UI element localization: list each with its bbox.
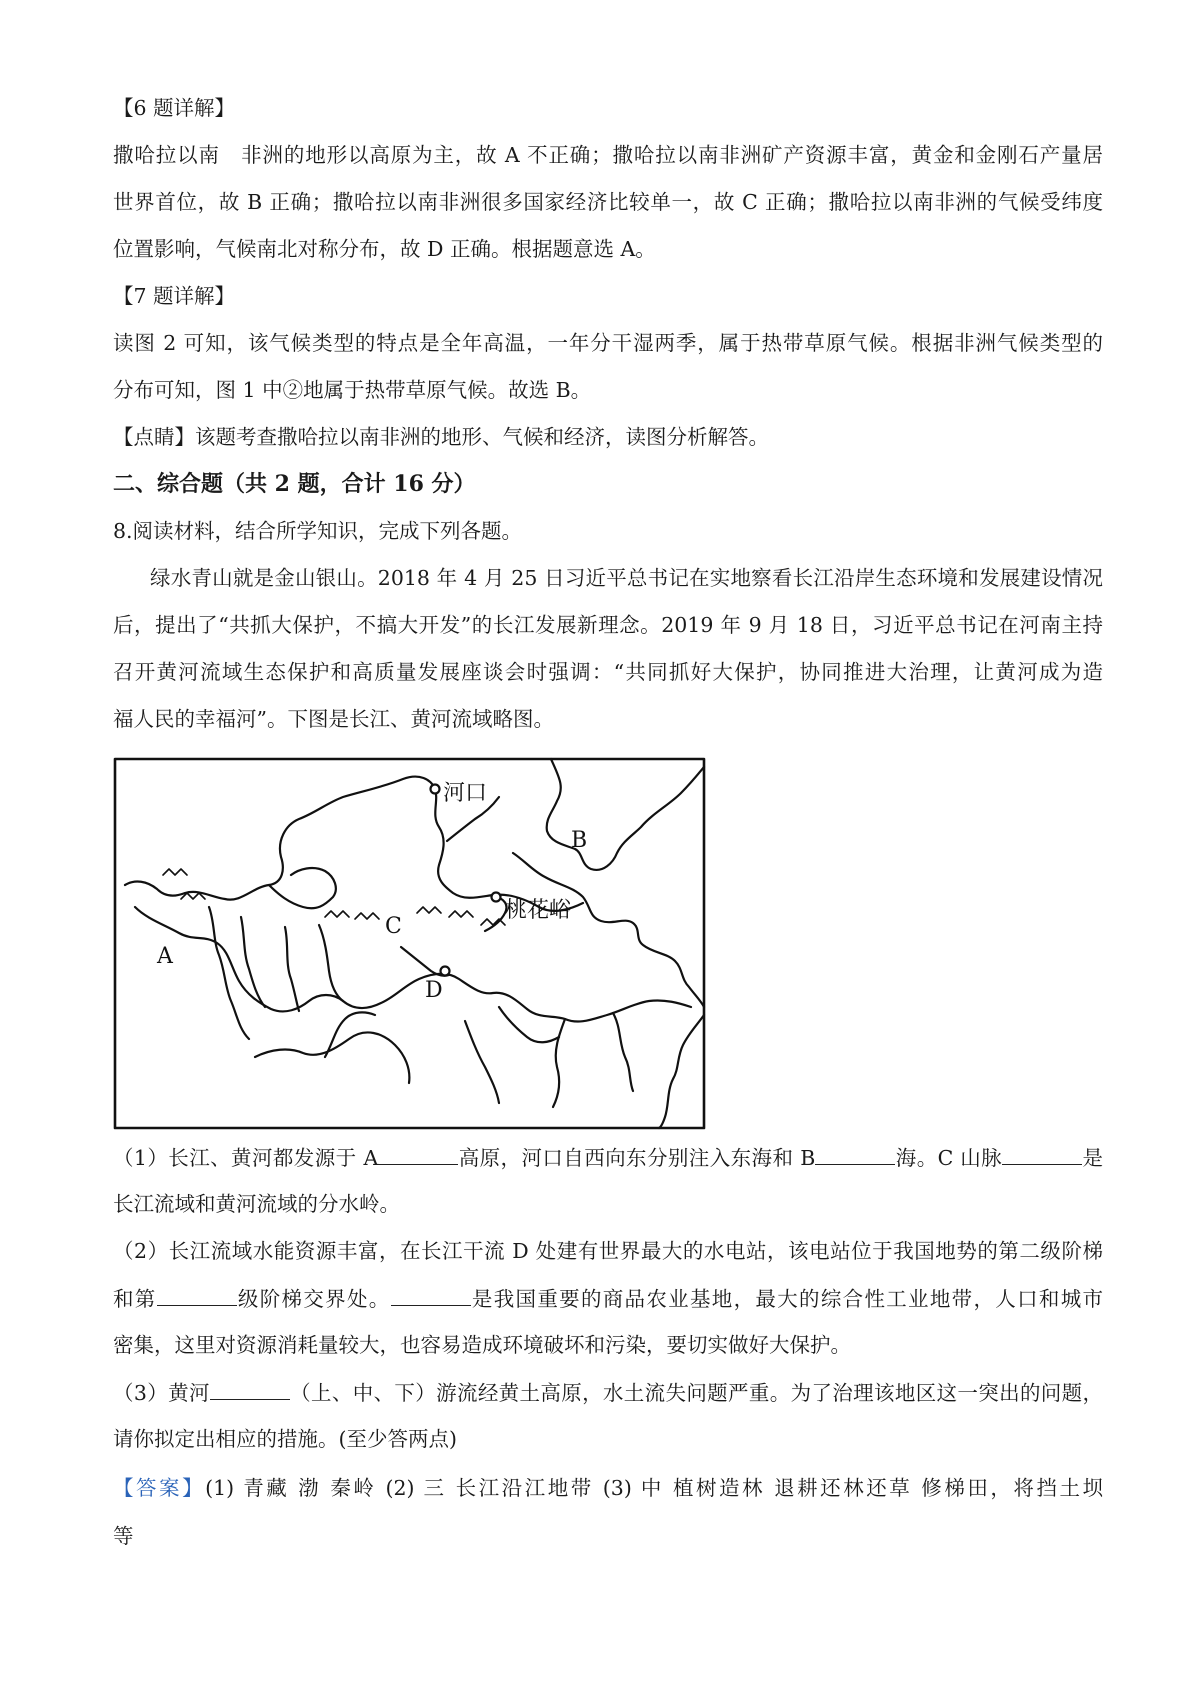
- sub2-part-1: 和第: [113, 1287, 157, 1311]
- sub3-part-2: （上、中、下）游流经黄土高原，水土流失问题严重。为了治理该地区这一突出的问题，: [289, 1381, 1104, 1405]
- q8-intro: 8.阅读材料，结合所学知识，完成下列各题。: [113, 519, 523, 543]
- answer-label: 【答案】: [113, 1476, 206, 1500]
- sub2-line-3: 密集，这里对资源消耗量较大，也容易造成环境破坏和污染，要切实做好大保护。: [113, 1333, 851, 1357]
- answer-blank-3[interactable]: [1002, 1142, 1082, 1165]
- answer-blank-2[interactable]: [815, 1142, 895, 1165]
- yangtze-south-loop: [499, 1007, 559, 1042]
- d-point: [441, 967, 450, 976]
- q6-heading: 【6 题详解】: [113, 96, 236, 120]
- yellow-river: [125, 777, 583, 911]
- label-hekou: 河口: [443, 781, 488, 806]
- q6-line-2: 世界首位，故 B 正确；撒哈拉以南非洲很多国家经济比较单一，故 C 正确；撒哈拉以南非洲的气候受纬度: [113, 190, 1103, 214]
- yangtze-lower-trib: [613, 1013, 633, 1091]
- sub3-line-1: [113, 1377, 1103, 1408]
- northeast-coast: [547, 759, 704, 870]
- q6-line-3: 位置影响，气候南北对称分布，故 D 正确。根据题意选 A。: [113, 237, 656, 261]
- answer-blank-4[interactable]: [157, 1283, 237, 1306]
- label-d: D: [425, 978, 443, 1003]
- sub2-part-3: 是我国重要的商品农业基地，最大的综合性工业地带，人口和城市: [470, 1287, 1104, 1311]
- material-line-2: 后，提出了“共抓大保护，不搞大开发”的长江发展新理念。2019 年 9 月 18 日，习近平总书记在河南主持: [113, 613, 1103, 637]
- label-a: A: [157, 944, 173, 969]
- answer-blank-1[interactable]: [378, 1142, 458, 1165]
- material-line-3: 召开黄河流域生态保护和高质量发展座谈会时强调：“共同抓好大保护，协同推进大治理，让黄河成为造: [113, 660, 1103, 684]
- sub2-line-1: （2）长江流域水能资源丰富，在长江干流 D 处建有世界最大的水电站，该电站位于我国地势的第二级阶梯: [113, 1239, 1103, 1263]
- east-coast: [659, 1015, 704, 1128]
- material-line-1: 绿水青山就是金山银山。2018 年 4 月 25 日习近平总书记在实地察看长江沿岸生态环境和发展建设情况: [150, 566, 1103, 590]
- yangtze-trib-min: [285, 927, 299, 1011]
- yellow-river-tributary-2: [269, 868, 336, 908]
- sub1-part-1: （1）长江、黄河都发源于 A: [113, 1146, 379, 1170]
- answer-blank-5[interactable]: [391, 1283, 471, 1306]
- sub3-line-2: 请你拟定出相应的措施。(至少答两点): [113, 1427, 457, 1451]
- label-b: B: [571, 828, 588, 853]
- section-title: 二、综合题（共 2 题，合计 16 分）: [113, 471, 476, 497]
- hekou-point: [431, 785, 440, 794]
- answer-blank-6[interactable]: [210, 1377, 290, 1400]
- q7-heading: 【7 题详解】: [113, 284, 236, 308]
- sub2-line-2: [113, 1283, 1103, 1314]
- yangtze-trib-xiang: [465, 1021, 499, 1103]
- q6-line-1: 撒哈拉以南 非洲的地形以高原为主，故 A 不正确；撒哈拉以南非洲矿产资源丰富，黄金和金刚石产量居: [113, 143, 1103, 167]
- yangtze-river: [135, 907, 691, 1022]
- river-basin-map: [113, 757, 706, 1130]
- sub1-line-1: [113, 1142, 1103, 1173]
- sub1-line-2: 长江流域和黄河流域的分水岭。: [113, 1192, 400, 1216]
- material-line-4: 福人民的幸福河”。下图是长江、黄河流域略图。: [113, 707, 554, 731]
- q7-line-1: 读图 2 可知，该气候类型的特点是全年高温，一年分干湿两季，属于热带草原气候。根据非洲气候类型的: [113, 331, 1103, 355]
- taohuayu-point: [492, 893, 501, 902]
- sub1-part-4: 是: [1082, 1146, 1103, 1170]
- sub3-part-1: （3）黄河: [113, 1381, 210, 1405]
- comment-line: 【点睛】该题考查撒哈拉以南非洲的地形、气候和经济，读图分析解答。: [113, 425, 769, 449]
- sub1-part-3: 海。C 山脉: [895, 1146, 1003, 1170]
- yangtze-trib-yalong: [241, 917, 265, 1007]
- q7-line-2: 分布可知，图 1 中②地属于热带草原气候。故选 B。: [113, 378, 592, 402]
- label-taohuayu: 桃花峪: [505, 898, 572, 923]
- sub2-part-2: 级阶梯交界处。: [236, 1287, 391, 1311]
- answer-line-2: 等: [113, 1524, 134, 1548]
- yangtze-trib-jialing: [319, 925, 343, 1001]
- shandong-coast: [513, 853, 704, 1007]
- answer-line-1: [113, 1473, 1103, 1503]
- label-c: C: [385, 914, 402, 939]
- sub1-part-2: 高原，河口自西向东分别注入东海和 B: [458, 1146, 816, 1170]
- answer-text: (1) 青藏 渤 秦岭 (2) 三 长江沿江地带 (3) 中 植树造林 退耕还林还草 修梯田，将挡土坝: [205, 1476, 1103, 1500]
- yangtze-trib-gan: [553, 1019, 565, 1107]
